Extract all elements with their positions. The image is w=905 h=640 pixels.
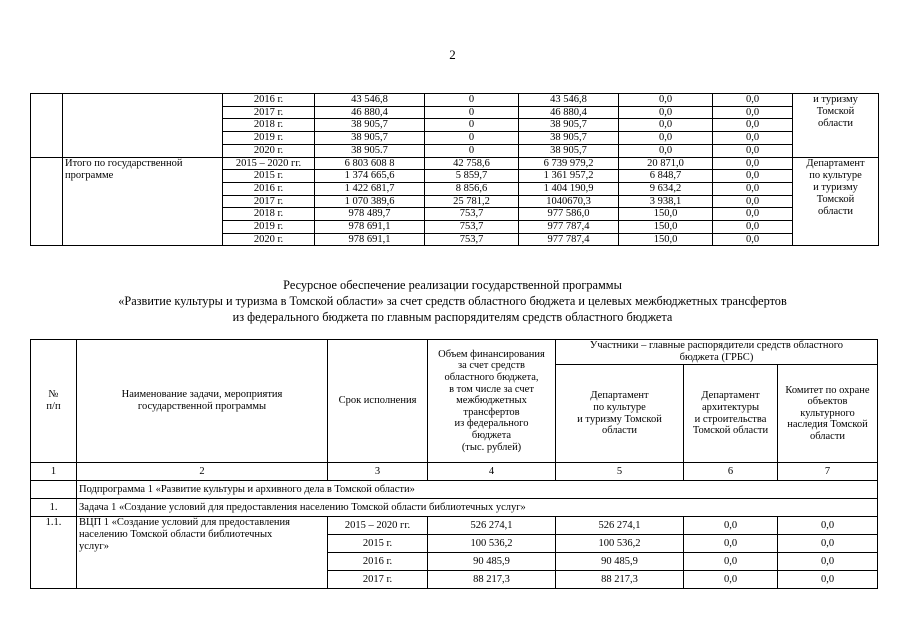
- summary-year: 2019 г.: [223, 132, 315, 145]
- summary-total: 38 905,7: [315, 132, 425, 145]
- header-heritage-committee: Комитет по охране объектов культурного наследия Томской области: [778, 365, 878, 463]
- column-number: 3: [328, 463, 428, 481]
- item-dept-architecture: 0,0: [684, 571, 778, 589]
- summary-federal: 8 856,6: [425, 182, 519, 195]
- item-num: 1.1.: [31, 517, 77, 589]
- summary-label: [63, 94, 223, 158]
- item-heritage-committee: 0,0: [778, 535, 878, 553]
- resource-summary-table: [30, 93, 879, 246]
- item-dept-culture: 526 274,1: [556, 517, 684, 535]
- summary-year: 2015 – 2020 гг.: [223, 157, 315, 170]
- header-dept-architecture: Департамент архитектуры и строительства Томской области: [684, 365, 778, 463]
- summary-other: 0,0: [713, 195, 793, 208]
- summary-other: 0,0: [713, 144, 793, 157]
- summary-local: 150,0: [619, 208, 713, 221]
- summary-local: 9 634,2: [619, 182, 713, 195]
- summary-total: 1 374 665,6: [315, 170, 425, 183]
- summary-total: 6 803 608 8: [315, 157, 425, 170]
- summary-year: 2020 г.: [223, 144, 315, 157]
- item-term: 2017 г.: [328, 571, 428, 589]
- summary-local: 3 938,1: [619, 195, 713, 208]
- section-title-line-2: «Развитие культуры и туризма в Томской области» за счет средств областного бюджета и целевых межбюджетных трансфертов: [118, 294, 787, 308]
- summary-other: 0,0: [713, 119, 793, 132]
- summary-total: 46 880,4: [315, 106, 425, 119]
- item-funding: 100 536,2: [428, 535, 556, 553]
- item-term: 2015 г.: [328, 535, 428, 553]
- summary-total: 1 422 681,7: [315, 182, 425, 195]
- summary-participant: Департамент по культуре и туризму Томской области: [793, 157, 879, 246]
- summary-total: 43 546,8: [315, 94, 425, 107]
- summary-local: 6 848,7: [619, 170, 713, 183]
- column-number: 4: [428, 463, 556, 481]
- summary-regional: 38 905,7: [519, 132, 619, 145]
- summary-federal: 0: [425, 144, 519, 157]
- summary-federal: 0: [425, 94, 519, 107]
- summary-other: 0,0: [713, 182, 793, 195]
- summary-regional: 977 586,0: [519, 208, 619, 221]
- summary-regional: 1 361 957,2: [519, 170, 619, 183]
- page-number: 2: [449, 47, 456, 62]
- summary-regional: 38 905,7: [519, 144, 619, 157]
- summary-other: 0,0: [713, 233, 793, 246]
- summary-other: 0,0: [713, 170, 793, 183]
- summary-regional: 43 546,8: [519, 94, 619, 107]
- summary-participant: и туризму Томской области: [793, 94, 879, 158]
- summary-row: [31, 94, 879, 107]
- summary-regional: 38 905,7: [519, 119, 619, 132]
- summary-num-cell: [31, 157, 63, 246]
- task-num: 1.: [31, 499, 77, 517]
- summary-total: 978 691,1: [315, 233, 425, 246]
- summary-other: 0,0: [713, 208, 793, 221]
- summary-total: 978 489,7: [315, 208, 425, 221]
- header-dept-culture: Департамент по культуре и туризму Томской области: [556, 365, 684, 463]
- summary-federal: 753,7: [425, 233, 519, 246]
- summary-row: [31, 157, 879, 170]
- item-dept-culture: 88 217,3: [556, 571, 684, 589]
- summary-other: 0,0: [713, 221, 793, 234]
- summary-total: 1 070 389,6: [315, 195, 425, 208]
- summary-regional: 1 404 190,9: [519, 182, 619, 195]
- item-dept-architecture: 0,0: [684, 535, 778, 553]
- item-dept-culture: 90 485,9: [556, 553, 684, 571]
- summary-other: 0,0: [713, 157, 793, 170]
- summary-federal: 753,7: [425, 208, 519, 221]
- header-num: № п/п: [31, 340, 77, 463]
- header-funding: Объем финансирования за счет средств областного бюджета, в том числе за счет межбюджетных трансфертов из федерального бюджета (тыс. рублей): [428, 340, 556, 463]
- column-number: 5: [556, 463, 684, 481]
- summary-local: 0,0: [619, 144, 713, 157]
- summary-total: 978 691,1: [315, 221, 425, 234]
- summary-local: 0,0: [619, 94, 713, 107]
- item-heritage-committee: 0,0: [778, 553, 878, 571]
- summary-federal: 0: [425, 119, 519, 132]
- summary-local: 20 871,0: [619, 157, 713, 170]
- summary-local: 150,0: [619, 221, 713, 234]
- task-title: Задача 1 «Создание условий для предоставления населению Томской области библиотечных услуг»: [77, 499, 878, 517]
- summary-regional: 1040670,3: [519, 195, 619, 208]
- summary-regional: 6 739 979,2: [519, 157, 619, 170]
- summary-total: 38 905.7: [315, 144, 425, 157]
- subprogram-title: Подпрограмма 1 «Развитие культуры и архивного дела в Томской области»: [77, 481, 878, 499]
- summary-federal: 753,7: [425, 221, 519, 234]
- summary-federal: 42 758,6: [425, 157, 519, 170]
- item-funding: 88 217,3: [428, 571, 556, 589]
- summary-federal: 25 781,2: [425, 195, 519, 208]
- summary-year: 2018 г.: [223, 119, 315, 132]
- summary-local: 0,0: [619, 132, 713, 145]
- item-name: ВЦП 1 «Создание условий для предоставления населению Томской области библиотечных услуг»: [77, 517, 328, 589]
- column-number: 1: [31, 463, 77, 481]
- summary-year: 2018 г.: [223, 208, 315, 221]
- summary-total: 38 905,7: [315, 119, 425, 132]
- item-heritage-committee: 0,0: [778, 571, 878, 589]
- header-name: Наименование задачи, мероприятия государственной программы: [77, 340, 328, 463]
- summary-regional: 46 880,4: [519, 106, 619, 119]
- summary-federal: 5 859,7: [425, 170, 519, 183]
- summary-local: 0,0: [619, 106, 713, 119]
- item-row: [31, 517, 878, 535]
- summary-other: 0,0: [713, 132, 793, 145]
- summary-year: 2016 г.: [223, 182, 315, 195]
- summary-federal: 0: [425, 132, 519, 145]
- section-title-line-3: из федерального бюджета по главным распорядителям средств областного бюджета: [232, 310, 673, 324]
- column-number: 6: [684, 463, 778, 481]
- item-dept-culture: 100 536,2: [556, 535, 684, 553]
- column-number: 2: [77, 463, 328, 481]
- summary-year: 2020 г.: [223, 233, 315, 246]
- summary-federal: 0: [425, 106, 519, 119]
- item-term: 2016 г.: [328, 553, 428, 571]
- summary-year: 2017 г.: [223, 195, 315, 208]
- summary-label: Итого по государственной программе: [63, 157, 223, 246]
- item-dept-architecture: 0,0: [684, 517, 778, 535]
- item-funding: 90 485,9: [428, 553, 556, 571]
- summary-year: 2019 г.: [223, 221, 315, 234]
- item-funding: 526 274,1: [428, 517, 556, 535]
- grbs-resource-table: [30, 339, 878, 589]
- item-heritage-committee: 0,0: [778, 517, 878, 535]
- header-participants: Участники – главные распорядители средств областного бюджета (ГРБС): [556, 340, 878, 365]
- summary-year: 2017 г.: [223, 106, 315, 119]
- summary-num-cell: [31, 94, 63, 158]
- summary-local: 0,0: [619, 119, 713, 132]
- header-term: Срок исполнения: [328, 340, 428, 463]
- summary-year: 2016 г.: [223, 94, 315, 107]
- summary-other: 0,0: [713, 106, 793, 119]
- summary-year: 2015 г.: [223, 170, 315, 183]
- summary-regional: 977 787,4: [519, 233, 619, 246]
- item-dept-architecture: 0,0: [684, 553, 778, 571]
- summary-other: 0,0: [713, 94, 793, 107]
- section-title-line-1: Ресурсное обеспечение реализации государственной программы: [283, 278, 622, 292]
- summary-local: 150,0: [619, 233, 713, 246]
- column-number: 7: [778, 463, 878, 481]
- summary-regional: 977 787,4: [519, 221, 619, 234]
- item-term: 2015 – 2020 гг.: [328, 517, 428, 535]
- subprogram-num-cell: [31, 481, 77, 499]
